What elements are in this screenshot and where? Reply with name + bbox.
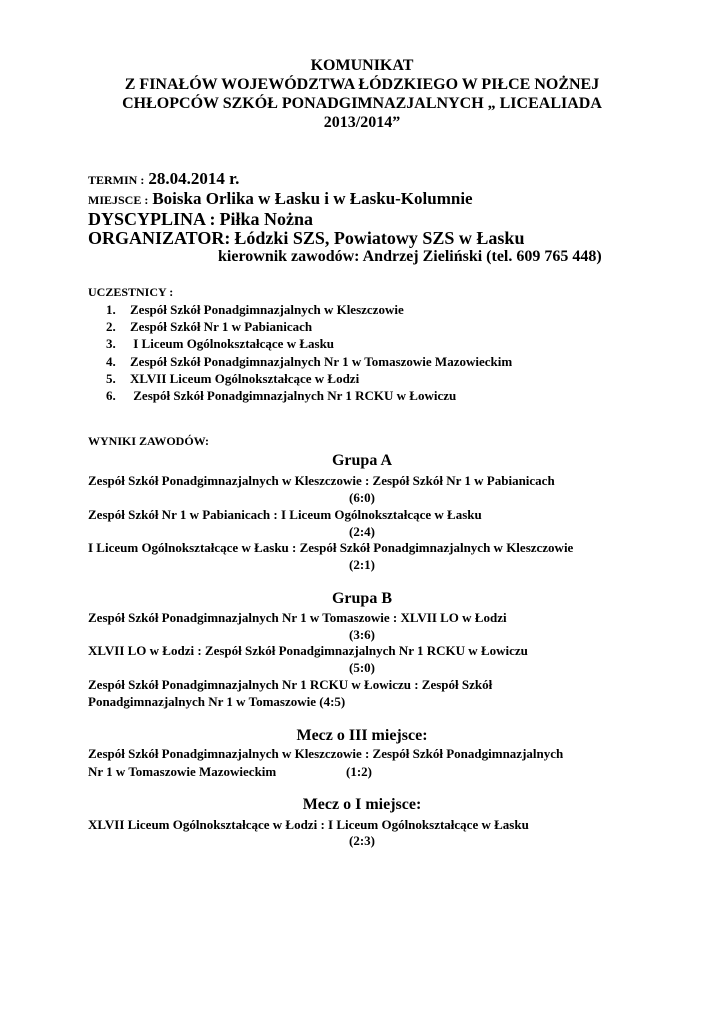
match-line: Zespół Szkół Ponadgimnazjalnych Nr 1 w Tomaszowie : XLVII LO w Łodzi	[88, 610, 507, 625]
organizator-label: ORGANIZATOR:	[88, 228, 231, 248]
list-item: 6. Zespół Szkół Ponadgimnazjalnych Nr 1 RCKU w Łowiczu	[106, 388, 457, 404]
match-score: (2:1)	[349, 557, 375, 572]
termin-value: 28.04.2014 r.	[148, 169, 240, 188]
list-item: 2. Zespół Szkół Nr 1 w Pabianicach	[106, 319, 313, 335]
title-line-3: CHŁOPCÓW SZKÓŁ PONADGIMNAZJALNYCH „ LICEALIADA	[122, 95, 602, 112]
title-line-4: 2013/2014”	[323, 114, 401, 131]
organizator-row	[88, 228, 524, 249]
third-place-heading: Mecz o III miejsce:	[296, 727, 428, 744]
list-item: 3. I Liceum Ogólnokształcące w Łasku	[106, 336, 335, 352]
list-item: 1. Zespół Szkół Ponadgimnazjalnych w Kleszczowie	[106, 302, 404, 317]
match-line: XLVII LO w Łodzi : Zespół Szkół Ponadgimnazjalnych Nr 1 RCKU w Łowiczu	[88, 643, 528, 658]
title-line-2: Z FINAŁÓW WOJEWÓDZTWA ŁÓDZKIEGO W PIŁCE NOŻNEJ	[124, 76, 600, 93]
title-line-1: KOMUNIKAT	[310, 57, 414, 74]
termin-row	[88, 169, 239, 189]
miejsce-row	[88, 189, 473, 209]
first-place-heading: Mecz o I miejsce:	[302, 796, 422, 813]
dyscyplina-row	[88, 209, 313, 230]
participants-list	[106, 301, 512, 404]
miejsce-label: MIEJSCE :	[88, 193, 149, 207]
match-line: I Liceum Ogólnokształcące w Łasku : Zespół Szkół Ponadgimnazjalnych w Kleszczowie	[88, 540, 574, 555]
match-line: Ponadgimnazjalnych Nr 1 w Tomaszowie (4:5)	[88, 694, 346, 709]
group-b-heading: Grupa B	[331, 590, 392, 607]
match-line: XLVII Liceum Ogólnokształcące w Łodzi : I Liceum Ogólnokształcące w Łasku	[88, 817, 529, 832]
termin-label: TERMIN :	[88, 173, 145, 187]
participants-label: UCZESTNICY :	[88, 285, 174, 299]
match-score: (5:0)	[349, 660, 375, 675]
list-item: 5. XLVII Liceum Ogólnokształcące w Łodzi	[106, 370, 360, 386]
match-line: Zespół Szkół Nr 1 w Pabianicach : I Liceum Ogólnokształcące w Łasku	[88, 507, 482, 522]
miejsce-value: Boiska Orlika w Łasku i w Łasku-Kolumnie	[152, 189, 473, 208]
match-line: Nr 1 w Tomaszowie Mazowieckim	[88, 764, 277, 779]
match-score: (1:2)	[346, 764, 372, 779]
match-line: Zespół Szkół Ponadgimnazjalnych w Kleszczowie : Zespół Szkół Nr 1 w Pabianicach	[88, 473, 555, 488]
match-score: (2:3)	[349, 833, 375, 848]
results-label: WYNIKI ZAWODÓW:	[88, 434, 210, 448]
organizator-value: Łódzki SZS, Powiatowy SZS w Łasku	[234, 228, 525, 248]
kierownik-line: kierownik zawodów: Andrzej Zieliński (tel. 609 765 448)	[218, 248, 602, 265]
dyscyplina-value: Piłka Nożna	[219, 209, 314, 229]
match-score: (3:6)	[349, 627, 375, 642]
dyscyplina-label: DYSCYPLINA :	[88, 209, 216, 229]
match-score: (6:0)	[349, 490, 375, 505]
group-a-heading: Grupa A	[331, 452, 392, 469]
match-line: Zespół Szkół Ponadgimnazjalnych w Kleszczowie : Zespół Szkół Ponadgimnazjalnych	[88, 746, 564, 761]
list-item: 4. Zespół Szkół Ponadgimnazjalnych Nr 1 w Tomaszowie Mazowieckim	[106, 353, 513, 369]
match-score: (2:4)	[349, 524, 375, 539]
match-line: Zespół Szkół Ponadgimnazjalnych Nr 1 RCKU w Łowiczu : Zespół Szkół	[88, 677, 493, 692]
